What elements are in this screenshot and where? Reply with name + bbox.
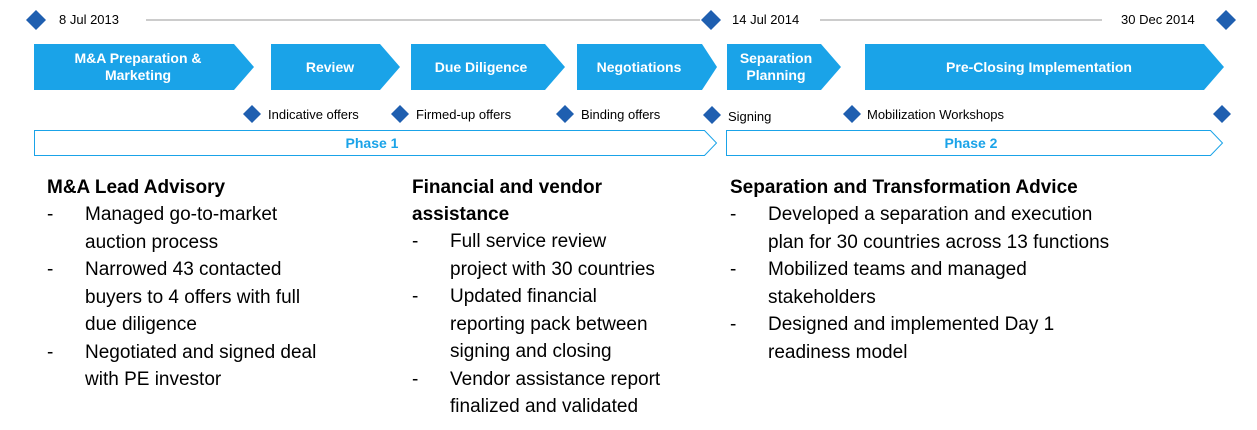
step-label-negotiations: Negotiations (596, 58, 682, 75)
step-label-separation-planning: Separation Planning (739, 50, 813, 83)
milestone-diamond-indicative (243, 105, 261, 123)
milestone-label-indicative: Indicative offers (268, 107, 359, 122)
list-item: - Developed a separation and execution plan for 30 countries across 13 functions (730, 204, 1110, 253)
column-title: M&A Lead Advisory (47, 177, 226, 198)
list-item: - Vendor assistance report finalized and validated (412, 368, 661, 417)
mid-date-diamond (701, 10, 721, 30)
step-label-review: Review (305, 58, 355, 75)
bullet-list (412, 228, 722, 421)
column-title: Separation and Transformation Advice (730, 177, 1078, 198)
milestone-label-firmed-up: Firmed-up offers (416, 107, 512, 122)
phase-1-label: Phase 1 (345, 135, 399, 151)
column-financial-vendor-assistance (412, 174, 722, 421)
step-label-due-diligence: Due Diligence (434, 58, 528, 75)
column-ma-lead-advisory (47, 174, 397, 394)
list-item: - Narrowed 43 contacted buyers to 4 offers with full due diligence (47, 259, 301, 335)
milestone-diamond-signing (703, 106, 721, 124)
milestone-diamond-binding (556, 105, 574, 123)
bullet-list (730, 201, 1230, 366)
column-title: Financial and vendor assistance (412, 177, 603, 225)
milestone-diamond-mobilization (843, 105, 861, 123)
start-date-label: 8 Jul 2013 (59, 12, 119, 27)
milestone-label-mobilization: Mobilization Workshops (867, 107, 1005, 122)
step-label-ma-preparation: M&A Preparation & Marketing (74, 50, 202, 83)
list-item: - Negotiated and signed deal with PE investor (47, 341, 317, 390)
list-item: - Managed go-to-market auction process (47, 204, 278, 253)
list-item: - Mobilized teams and managed stakeholders (730, 259, 1027, 308)
phase-2-label: Phase 2 (944, 135, 998, 151)
list-item: - Updated financial reporting pack between signing and closing (412, 286, 648, 362)
milestone-diamond-firmed-up (391, 105, 409, 123)
column-separation-transformation (730, 174, 1230, 366)
list-item: - Designed and implemented Day 1 readiness model (730, 314, 1055, 363)
list-item: - Full service review project with 30 countries (412, 231, 655, 280)
mid-date-label: 14 Jul 2014 (732, 12, 800, 27)
milestone-label-binding: Binding offers (581, 107, 661, 122)
milestone-label-signing: Signing (728, 109, 772, 124)
step-label-pre-closing: Pre-Closing Implementation (946, 58, 1132, 75)
milestone-diamond-end (1213, 105, 1231, 123)
end-date-diamond (1216, 10, 1236, 30)
start-date-diamond (26, 10, 46, 30)
bullet-list (47, 201, 397, 394)
end-date-label: 30 Dec 2014 (1121, 12, 1195, 27)
